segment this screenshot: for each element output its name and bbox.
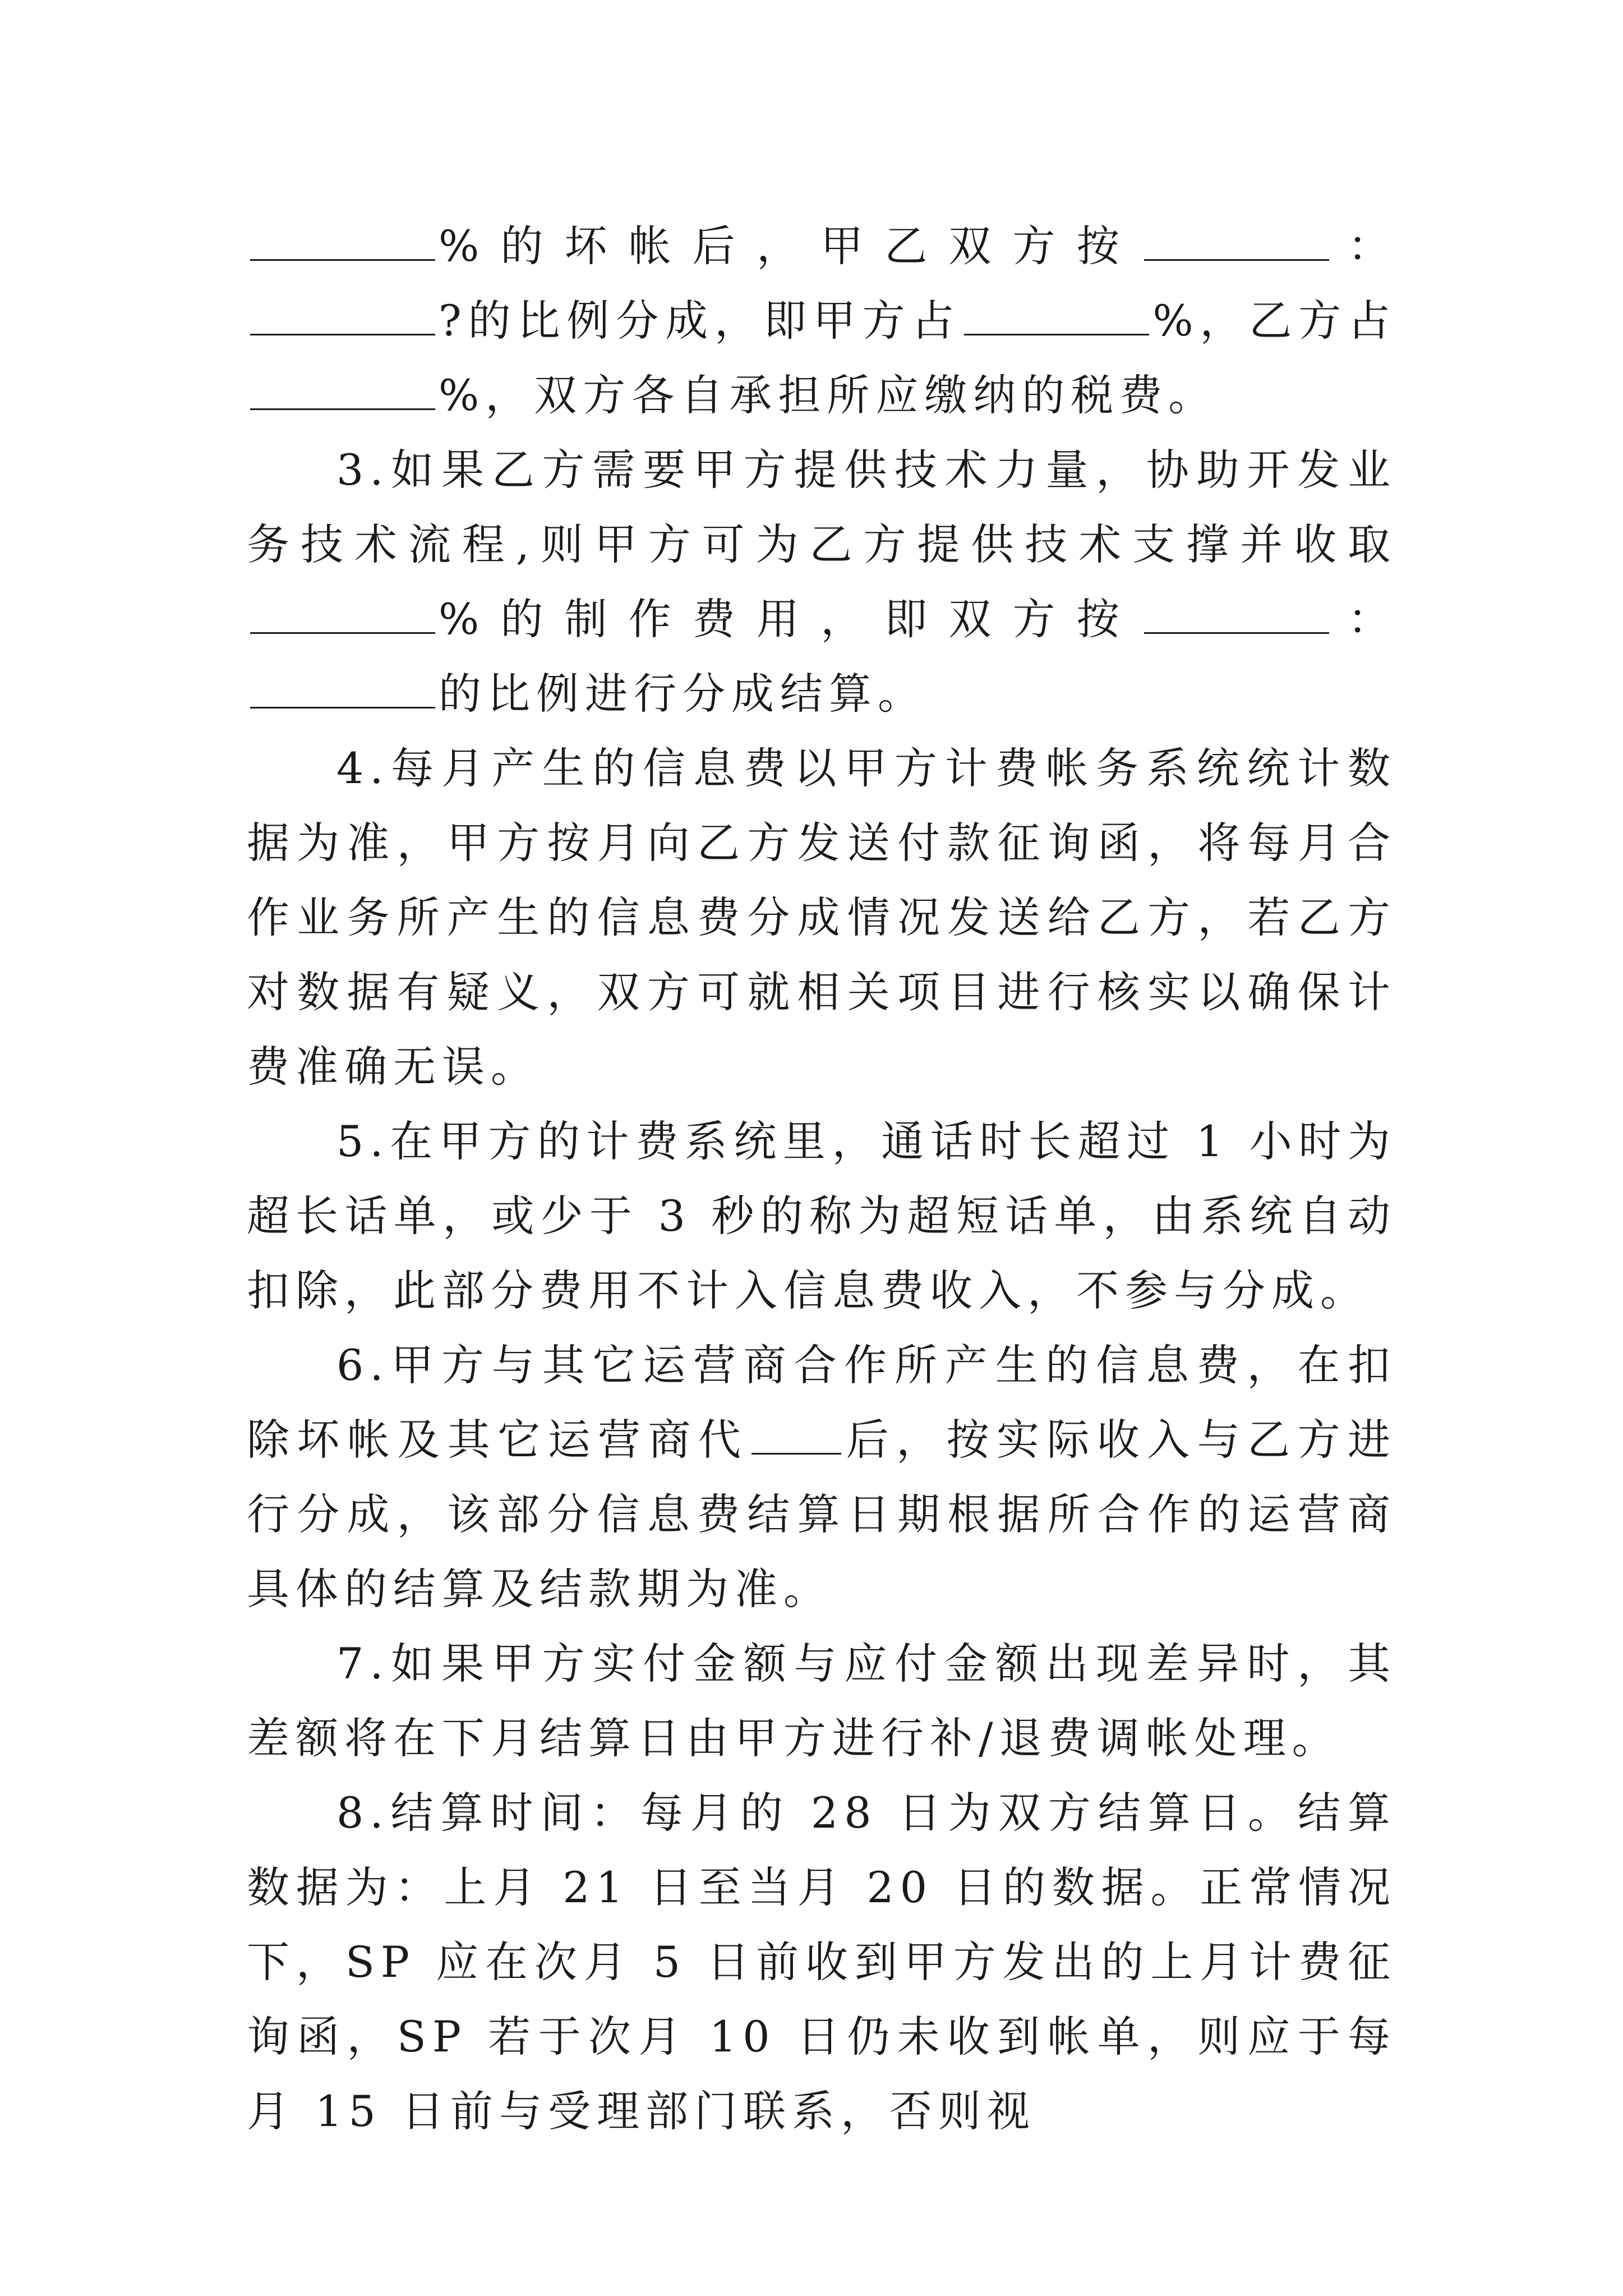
paragraph-text: %的制作费用，即双方按 [439, 594, 1141, 644]
paragraph-text: ?的比例分成，即甲方占 [439, 296, 961, 346]
fill-in-blank[interactable] [250, 297, 435, 335]
fill-in-blank[interactable] [1144, 222, 1329, 261]
paragraph-item-3 [247, 432, 1396, 731]
fill-in-blank[interactable] [250, 371, 435, 410]
paragraph-item-8: 8.结算时间：每月的 28 日为双方结算日。结算数据为：上月 21 日至当月 20 日的数据。正常情况下，SP 应在次月 5 日前收到甲方发出的上月计费征询函，SP 若于次月 10 日仍未收到帐单，则应于每月 15 日前与受理部门联系，否则视 [247, 1788, 1396, 2136]
paragraph-text: %，双方各自承担所应缴纳的税费。 [439, 370, 1218, 420]
paragraph-text: ： [1332, 221, 1397, 271]
paragraph-text: 的比例进行分成结算。 [439, 669, 926, 719]
paragraph-text: 3.如果乙方需要甲方提供技术力量，协助开发业务技术流程,则甲方可为乙方提供技术支撑并收取 [247, 445, 1396, 569]
paragraph-item-6 [247, 1328, 1396, 1626]
paragraph-item-5: 5.在甲方的计费系统里，通话时长超过 1 小时为超长话单，或少于 3 秒的称为超短话单，由系统自动扣除，此部分费用不计入信息费收入，不参与分成。 [247, 1116, 1396, 1315]
fill-in-blank[interactable] [250, 595, 435, 634]
paragraph-item-4: 4.每月产生的信息费以甲方计费帐务系统统计数据为准，甲方按月向乙方发送付款征询函，将每月合作业务所产生的信息费分成情况发送给乙方，若乙方对数据有疑义，双方可就相关项目进行核实以确保计费准确无误。 [247, 743, 1396, 1092]
document-page [247, 209, 1396, 2148]
fill-in-blank[interactable] [751, 1416, 841, 1455]
paragraph-text: 6.甲方与其它运营商合作所产生的信息费，在扣除坏帐及其它运营商代 [247, 1340, 1396, 1465]
paragraph-revenue-split [247, 209, 1396, 432]
fill-in-blank[interactable] [250, 670, 435, 708]
fill-in-blank[interactable] [964, 297, 1149, 335]
fill-in-blank[interactable] [1144, 595, 1329, 634]
paragraph-text: %，乙方占 [1152, 296, 1397, 346]
paragraph-text: ： [1332, 594, 1397, 644]
paragraph-item-7: 7.如果甲方实付金额与应付金额出现差异时，其差额将在下月结算日由甲方进行补/退费调帐处理。 [247, 1639, 1396, 1763]
paragraph-text: %的坏帐后，甲乙双方按 [439, 221, 1141, 271]
paragraph-text: 后，按实际收入与乙方进行分成，该部分信息费结算日期根据所合作的运营商具体的结算及结款期为准。 [247, 1415, 1397, 1614]
fill-in-blank[interactable] [250, 222, 435, 261]
